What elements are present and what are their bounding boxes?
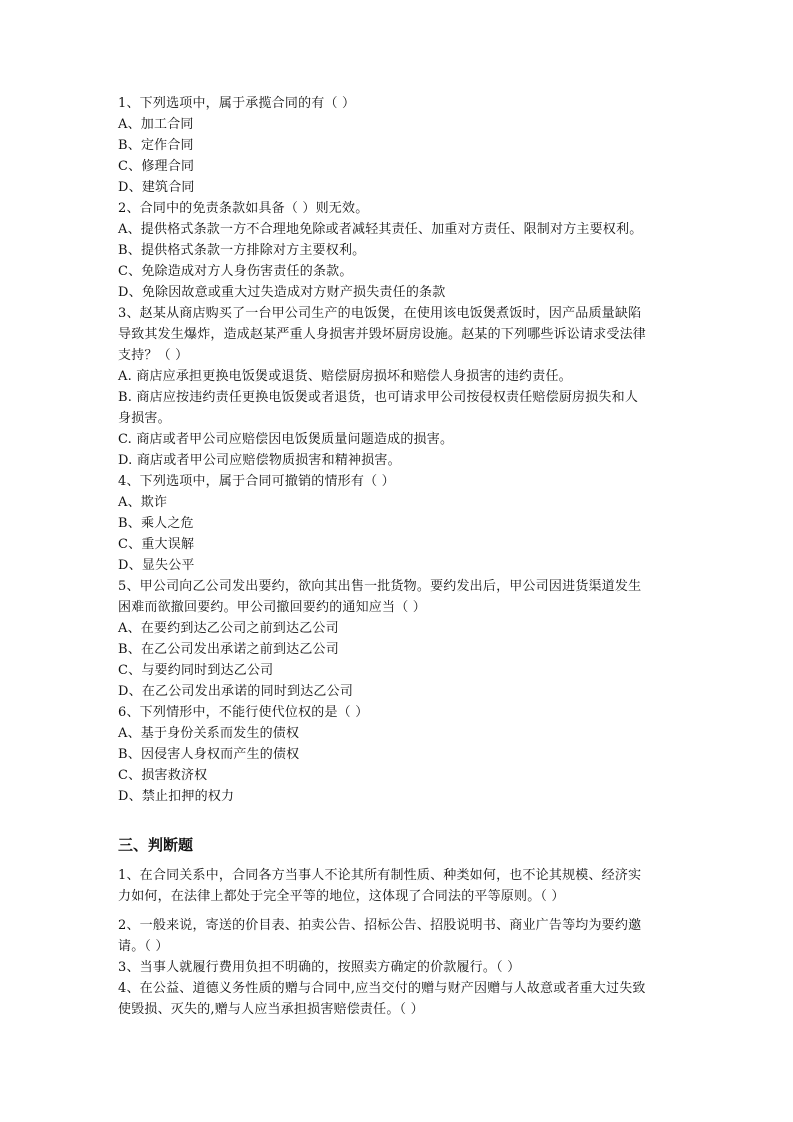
- question-stem: 2、合同中的免责条款如具备（ ）则无效。: [118, 201, 369, 216]
- judgment-1: [118, 865, 678, 907]
- judgment-text: 3、当事人就履行费用负担不明确的，按照卖方确定的价款履行。（ ）: [118, 960, 521, 975]
- option: A、加工合同: [118, 117, 194, 132]
- option: C、免除造成对方人身伤害责任的条款。: [118, 264, 353, 279]
- question-stem: 4、下列选项中，属于合同可撤销的情形有（ ）: [118, 474, 395, 489]
- option: A、提供格式条款一方不合理地免除或者减轻其责任、加重对方责任、限制对方主要权利。: [118, 222, 643, 237]
- option: D、在乙公司发出承诺的同时到达乙公司: [118, 684, 354, 699]
- option: D、免除因故意或重大过失造成对方财产损失责任的条款: [118, 285, 446, 300]
- option: B、定作合同: [118, 138, 194, 153]
- judgment-4: [118, 978, 678, 1020]
- option: B、乘人之危: [118, 516, 194, 531]
- judgment-2: [118, 915, 678, 957]
- option: A. 商店应承担更换电饭煲或退货、赔偿厨房损坏和赔偿人身损害的违约责任。: [118, 369, 572, 384]
- judgment-text: 请。（ ）: [118, 939, 169, 954]
- option: C、重大误解: [118, 537, 195, 552]
- q4: [118, 471, 678, 576]
- judgment-text: 1、在合同关系中，合同各方当事人不论其所有制性质、种类如何，也不论其规模、经济实: [118, 868, 642, 883]
- option: B、提供格式条款一方排除对方主要权利。: [118, 243, 366, 258]
- question-stem: 1、下列选项中，属于承揽合同的有（ ）: [118, 96, 356, 111]
- judgment-text: 4、在公益、道德义务性质的赠与合同中,应当交付的赠与财产因赠与人故意或者重大过失致: [118, 981, 646, 996]
- judgment-3: [118, 957, 678, 978]
- option: B. 商店应按违约责任更换电饭煲或者退货，也可请求甲公司按侵权责任赔偿厨房损失和人: [118, 390, 639, 405]
- section-heading: 三、判断题: [118, 836, 194, 854]
- question-stem: 支持？（ ）: [118, 348, 189, 363]
- judgment-text: 使毁损、灭失的,赠与人应当承担损害赔偿责任。（ ）: [118, 1002, 424, 1017]
- option: A、在要约到达乙公司之前到达乙公司: [118, 621, 339, 636]
- option: B、在乙公司发出承诺之前到达乙公司: [118, 642, 339, 657]
- option: A、基于身份关系而发生的债权: [118, 726, 300, 741]
- option: C. 商店或者甲公司应赔偿因电饭煲质量问题造成的损害。: [118, 432, 454, 447]
- q1: [118, 93, 678, 198]
- option: 身损害。: [118, 411, 171, 426]
- option: C、修理合同: [118, 159, 195, 174]
- option: A、欺诈: [118, 495, 168, 510]
- question-stem: 困难而欲撤回要约。甲公司撤回要约的通知应当（ ）: [118, 600, 426, 615]
- q6: [118, 702, 678, 807]
- q3: [118, 303, 678, 471]
- question-stem: 5、甲公司向乙公司发出要约，欲向其出售一批货物。要约发出后，甲公司因进货渠道发生: [118, 579, 642, 594]
- option: C、损害救济权: [118, 768, 208, 783]
- question-stem: 3、赵某从商店购买了一台甲公司生产的电饭煲，在使用该电饭煲煮饭时，因产品质量缺陷: [118, 306, 642, 321]
- q2: [118, 198, 678, 303]
- option: C、与要约同时到达乙公司: [118, 663, 274, 678]
- judgment-text: 力如何，在法律上都处于完全平等的地位，这体现了合同法的平等原则。（ ）: [118, 889, 565, 904]
- option: D、禁止扣押的权力: [118, 789, 235, 804]
- judgment-text: 2、一般来说，寄送的价目表、拍卖公告、招标公告、招股说明书、商业广告等均为要约邀: [118, 918, 642, 933]
- option: D、显失公平: [118, 558, 195, 573]
- option: B、因侵害人身权而产生的债权: [118, 747, 300, 762]
- option: D、建筑合同: [118, 180, 195, 195]
- question-stem: 6、下列情形中，不能行使代位权的是（ ）: [118, 705, 369, 720]
- option: D. 商店或者甲公司应赔偿物质损害和精神损害。: [118, 453, 401, 468]
- document-page: [118, 93, 678, 1020]
- q5: [118, 576, 678, 702]
- question-stem: 导致其发生爆炸，造成赵某严重人身损害并毁坏厨房设施。赵某的下列哪些诉讼请求受法律: [118, 327, 647, 342]
